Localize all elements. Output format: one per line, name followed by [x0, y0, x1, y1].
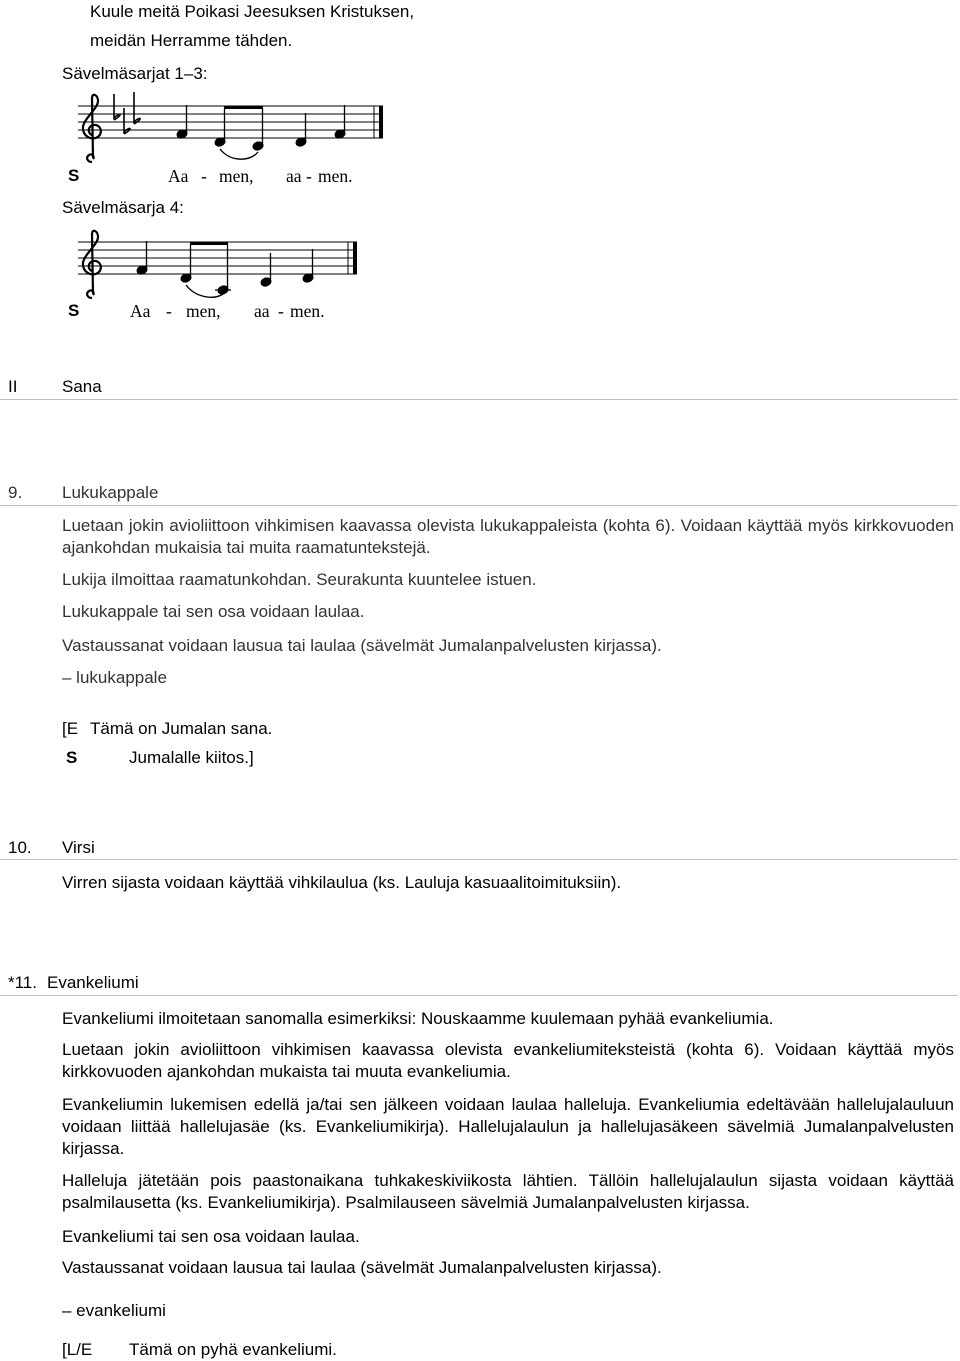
item-11-para-4: Halleluja jätetään pois paastonaikana tuhkakeskiviikosta lähtien. Tällöin hallelujalaulun sijasta voidaan käyttää psalmilausetta (ks. Evankeliumikirja). Psalmilauseen sävelmiä Jumalanpalvelusten kirjassa.	[62, 1171, 954, 1212]
treble-clef-icon	[83, 95, 101, 162]
section-title: Sana	[62, 377, 102, 396]
item-10-title: Virsi	[62, 838, 95, 857]
melody-b-dash-2: -	[278, 301, 284, 321]
item-11-reading: – evankeliumi	[62, 1301, 166, 1320]
melody-b-dash-1: -	[166, 301, 172, 321]
item-10-para-1: Virren sijasta voidaan käyttää vihkilaulua (ks. Lauluja kasuaalitoimituksiin).	[62, 873, 622, 892]
flat-icon	[114, 92, 140, 134]
melody-a-staff	[70, 92, 390, 164]
item-9-para-4: Vastaussanat voidaan lausua tai laulaa (sävelmät Jumalanpalvelusten kirjassa).	[62, 636, 662, 655]
section-number: II	[8, 377, 18, 396]
item-10-divider	[0, 859, 958, 860]
item-11-para-3: Evankeliumin lukemisen edellä ja/tai sen jälkeen voidaan laulaa halleluja. Evankeliumia edeltävään hallelujalauluun voidaan liittää hallelujasäe (ks. Evankeliumikirja). Hallelujalaulun ja hallelujasäkeen sävelmiä Jumalanpalvelusten kirjassa.	[62, 1095, 954, 1158]
item-9-para-3: Lukukappale tai sen osa voidaan laulaa.	[62, 602, 365, 621]
item-11-title: Evankeliumi	[47, 973, 139, 992]
intro-line-2: meidän Herramme tähden.	[90, 31, 293, 50]
item-9-congregation-marker: S	[66, 748, 78, 767]
melody-b-lyric-4: men.	[290, 301, 325, 321]
melody-b-staff	[70, 228, 360, 300]
melody-a-dash-2: -	[306, 166, 312, 186]
melody-b-lyric-3: aa	[254, 301, 270, 321]
melody-a-voice: S	[68, 166, 80, 185]
melody-b-lyric-2: men,	[186, 301, 221, 321]
item-11-divider	[0, 995, 958, 996]
melody-a-heading: Sävelmäsarjat 1–3:	[62, 64, 208, 83]
item-11-response-text: Tämä on pyhä evankeliumi.	[129, 1340, 337, 1359]
item-9-number: 9.	[8, 483, 23, 502]
item-11-response-leader: [L/E	[62, 1340, 93, 1359]
item-11-para-5: Evankeliumi tai sen osa voidaan laulaa.	[62, 1227, 360, 1246]
intro-line-1: Kuule meitä Poikasi Jeesuksen Kristuksen,	[90, 2, 415, 21]
item-11-para-6: Vastaussanat voidaan lausua tai laulaa (sävelmät Jumalanpalvelusten kirjassa).	[62, 1258, 662, 1277]
item-9-congregation-text: Jumalalle kiitos.]	[129, 748, 254, 767]
melody-b-heading: Sävelmäsarja 4:	[62, 198, 184, 217]
item-9-reading: – lukukappale	[62, 668, 167, 687]
item-11-number: *11.	[8, 973, 37, 992]
item-9-para-2: Lukija ilmoittaa raamatunkohdan. Seurakunta kuuntelee istuen.	[62, 570, 537, 589]
melody-a-lyric-4: men.	[318, 166, 353, 186]
section-divider	[0, 399, 958, 400]
melody-b-voice: S	[68, 301, 80, 320]
treble-clef-icon	[83, 231, 101, 298]
melody-b-lyric-1: Aa	[130, 301, 151, 321]
melody-a-lyric-2: men,	[219, 166, 254, 186]
item-11-para-2: Luetaan jokin avioliittoon vihkimisen kaavassa olevista evankeliumiteksteistä (kohta 6). Voidaan käyttää myös kirkkovuoden ajankohdan mukaista tai muuta evankeliumia.	[62, 1040, 954, 1081]
melody-a-lyric-3: aa	[286, 166, 302, 186]
item-9-para-1: Luetaan jokin avioliittoon vihkimisen kaavassa olevista lukukappaleista (kohta 6). Voidaan käyttää myös kirkkovuoden ajankohdan mukaisia tai muita raamatuntekstejä.	[62, 516, 954, 557]
item-9-divider	[0, 505, 958, 506]
item-10-number: 10.	[8, 838, 32, 857]
item-9-response-leader: [E	[62, 719, 79, 738]
item-11-para-1: Evankeliumi ilmoitetaan sanomalla esimerkiksi: Nouskaamme kuulemaan pyhää evankeliumia.	[62, 1009, 774, 1028]
melody-a-lyric-1: Aa	[168, 166, 189, 186]
item-9-title: Lukukappale	[62, 483, 159, 502]
melody-a-dash-1: -	[201, 166, 207, 186]
item-9-response-text: Tämä on Jumalan sana.	[90, 719, 273, 738]
